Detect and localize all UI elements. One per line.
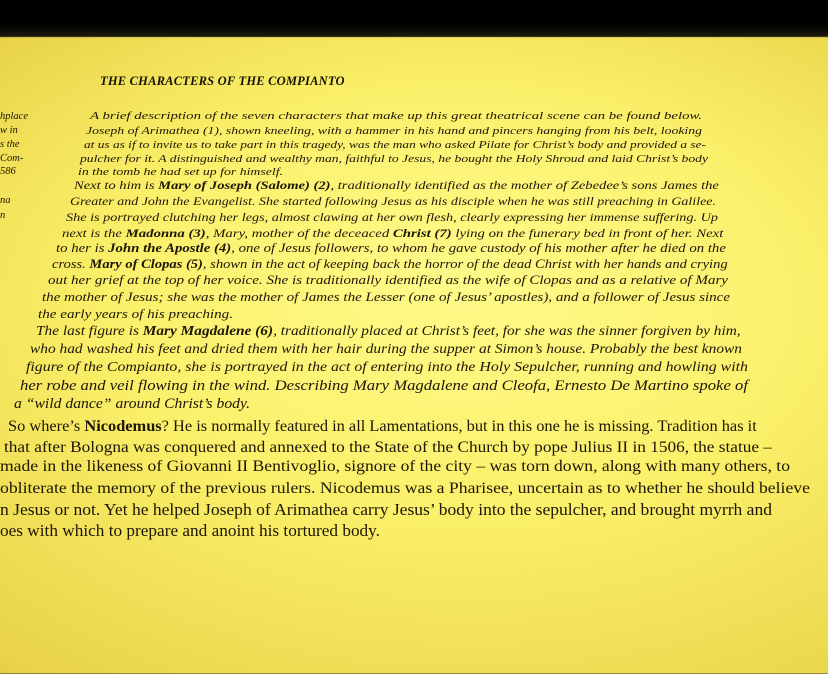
- text-line: next is the Madonna (3), Mary, mother of the deceaced Christ (7) lying on the funerary bed in front of her. Next: [62, 226, 724, 240]
- text-line: oes with which to prepare and anoint his tortured body.: [0, 521, 380, 540]
- text-line: She is portrayed clutching her legs, almost clawing at her own flesh, clearly expressing her immense suffering. Up: [66, 210, 718, 224]
- text-line: her robe and veil flowing in the wind. Describing Mary Magdalene and Cleofa, Ernesto De Martino spoke of: [20, 378, 748, 394]
- text-line: n Jesus or not. Yet he helped Joseph of Arimathea carry Jesus’ body into the sepulcher, and brought myrrh and: [0, 500, 772, 519]
- text-line: figure of the Compianto, she is portrayed in the act of entering into the Holy Sepulcher, running and howling with: [26, 359, 749, 375]
- left-column-fragment: 586: [0, 166, 16, 177]
- text-line: Joseph of Arimathea (1), shown kneeling, with a hammer in his hand and pincers hanging from his belt, looking: [86, 125, 702, 137]
- text-line: Next to him is Mary of Joseph (Salome) (2), traditionally identified as the mother of Zebedee’s sons James the: [74, 180, 719, 192]
- text-line: in the tomb he had set up for himself.: [78, 166, 283, 178]
- text-line: A brief description of the seven characters that make up this great theatrical scene can be found below.: [90, 111, 702, 122]
- text-line: out her grief at the top of her voice. She is traditionally identified as the wife of Clopas and as a relative of Mary: [48, 273, 728, 287]
- text-line: the early years of his preaching.: [38, 306, 233, 321]
- left-column-fragment: w in: [0, 125, 18, 136]
- left-column-fragment: hplace: [0, 111, 28, 122]
- text-line: a “wild dance” around Christ’s body.: [14, 396, 250, 412]
- text-line: The last figure is Mary Magdalene (6), traditionally placed at Christ’s feet, for she was the sinner forgiven by him,: [36, 323, 741, 338]
- text-line: the mother of Jesus; she was the mother of James the Lesser (one of Jesus’ apostles), and a follower of Jesus since: [42, 290, 730, 304]
- text-line: Greater and John the Evangelist. She started following Jesus as his disciple when he was still preaching in Galilee.: [70, 195, 716, 208]
- left-column-fragment: s the: [0, 139, 20, 150]
- text-line: pulcher for it. A distinguished and wealthy man, faithful to Jesus, he bought the Holy Shroud and laid Christ’s body: [80, 153, 708, 165]
- text-line: at us as if to invite us to take part in this tragedy, was the man who asked Pilate for Christ’s body and provided a se-: [84, 139, 706, 151]
- text-line: to her is John the Apostle (4), one of Jesus followers, to whom he gave custody of his mother after he died on the: [56, 241, 726, 255]
- text-line: obliterate the memory of the previous rulers. Nicodemus was a Pharisee, uncertain as to whether he should believe: [0, 479, 810, 497]
- left-column-fragment: Com-: [0, 153, 24, 164]
- text-line: So where’s Nicodemus? He is normally featured in all Lamentations, but in this one he is missing. Tradition has it: [8, 418, 757, 435]
- text-line: made in the likeness of Giovanni II Bentivoglio, signore of the city – was torn down, along with many others, to: [0, 458, 790, 475]
- plaque-title: THE CHARACTERS OF THE COMPIANTO: [100, 74, 345, 88]
- left-column-fragment: n: [0, 210, 6, 221]
- left-column-fragment: na: [0, 195, 11, 206]
- text-line: that after Bologna was conquered and annexed to the State of the Church by pope Julius II in 1506, the statue –: [4, 439, 773, 456]
- text-line: cross. Mary of Clopas (5), shown in the act of keeping back the horror of the dead Christ with her hands and crying: [52, 257, 728, 271]
- text-line: who had washed his feet and dried them with her hair during the supper at Simon’s house. Probably the best known: [30, 341, 742, 356]
